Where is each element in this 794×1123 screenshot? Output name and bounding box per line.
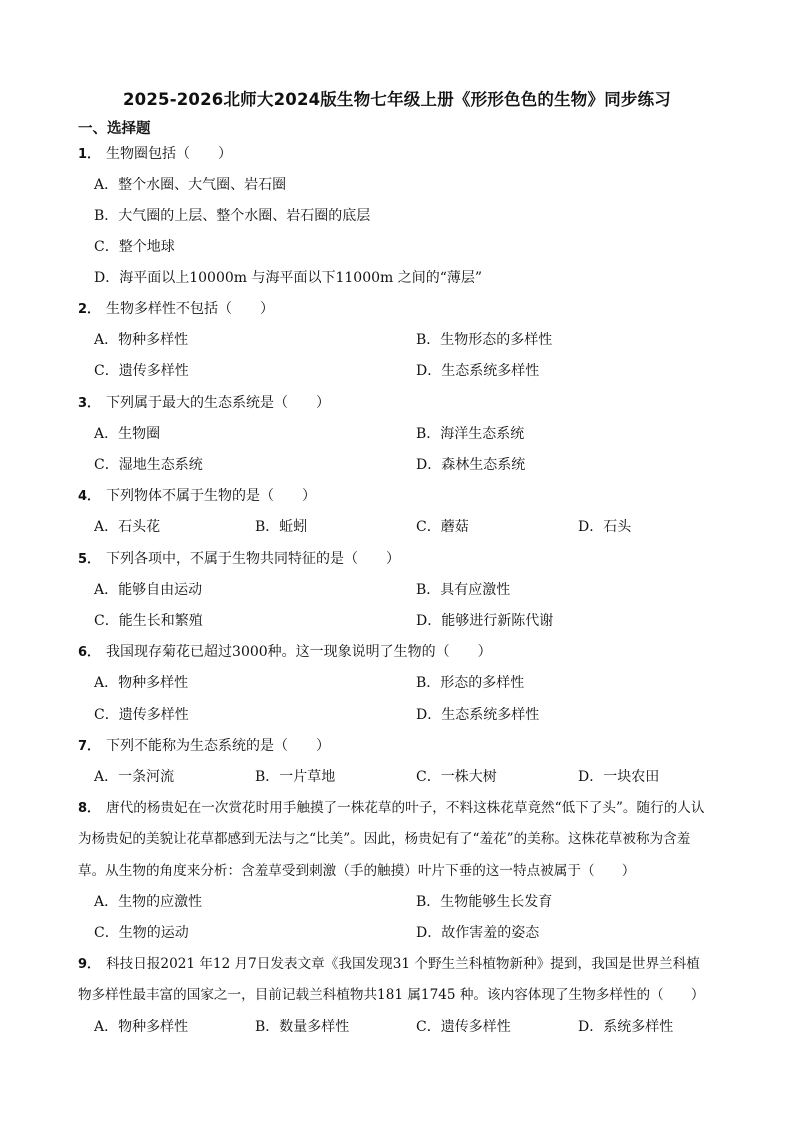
question-7 [78,737,330,756]
option-3c: C．湿地生态系统 [94,457,203,473]
option-6c: C．遗传多样性 [94,707,189,723]
question-number: 4． [78,489,101,504]
option-4c: C．蘑菇 [416,519,469,535]
question-number: 2． [78,302,101,317]
option-2a: A．物种多样性 [94,332,189,348]
option-1b: B．大气圈的上层、整个水圈、岩石圈的底层 [94,208,371,224]
option-2b: B．生物形态的多样性 [416,332,553,348]
option-1a: A．整个水圈、大气圈、岩石圈 [94,177,287,193]
option-5b: B．具有应激性 [416,582,511,598]
option-4a: A．石头花 [94,519,161,535]
option-6a: A．物种多样性 [94,675,189,691]
question-number: 5． [78,552,101,567]
option-8d: D．故作害羞的姿态 [416,925,540,941]
option-7a: A．一条河流 [94,769,175,785]
question-number: 1． [78,147,101,162]
option-6b: B．形态的多样性 [416,675,525,691]
question-number: 7． [78,739,101,754]
option-2c: C．遗传多样性 [94,363,189,379]
question-stem: 下列属于最大的生态系统是（ ） [106,395,331,411]
question-6 [78,643,492,662]
option-8a: A．生物的应激性 [94,894,203,910]
question-1 [78,145,232,164]
option-7c: C．一株大树 [416,769,497,785]
option-9d: D．系统多样性 [578,1019,674,1035]
question-stem: 生物圈包括（ ） [106,146,233,162]
question-stem: 生物多样性不包括（ ） [106,301,275,317]
question-5 [78,550,400,569]
option-8b: B．生物能够生长发育 [416,894,553,910]
option-6d: D．生态系统多样性 [416,707,540,723]
question-3 [78,394,330,413]
question-4 [78,487,316,506]
section-heading: 一、选择题 [78,121,151,137]
option-5c: C．能生长和繁殖 [94,613,203,629]
question-8 [78,799,704,818]
option-7b: B．一片草地 [255,769,336,785]
option-2d: D．生态系统多样性 [416,363,540,379]
question-stem: 下列物体不属于生物的是（ ） [106,488,317,504]
question-stem: 我国现存菊花已超过3000种。这一现象说明了生物的（ ） [106,644,492,660]
document-title: 2025-2026北师大2024版生物七年级上册《形形色色的生物》同步练习 [122,90,672,109]
question-number: 9． [78,957,101,972]
option-9a: A．物种多样性 [94,1019,189,1035]
option-1c: C．整个地球 [94,239,175,255]
option-8c: C．生物的运动 [94,925,189,941]
question-number: 3． [78,396,101,411]
option-4b: B．蚯蚓 [255,519,308,535]
question-8-stem-line-3: 草。从生物的角度来分析：含羞草受到刺激（手的触摸）叶片下垂的这一特点被属于（ ） [78,863,636,879]
option-3b: B．海洋生态系统 [416,426,525,442]
option-1d: D．海平面以上10000m 与海平面以下11000m 之间的“薄层” [94,270,483,286]
question-stem-line-1: 科技日报2021 年12 月7日发表文章《我国发现31 个野生兰科植物新种》提到，我国是世界兰科植 [106,956,700,972]
question-stem: 下列不能称为生态系统的是（ ） [106,738,331,754]
option-9b: B．数量多样性 [255,1019,350,1035]
question-stem: 下列各项中，不属于生物共同特征的是（ ） [106,551,401,567]
option-5d: D．能够进行新陈代谢 [416,613,554,629]
option-7d: D．一块农田 [578,769,660,785]
question-9-stem-line-2: 物多样性最丰富的国家之一，目前记载兰科植物共181 属1745 种。该内容体现了生物多样性的（ ） [78,987,705,1003]
question-number: 8． [78,801,101,816]
option-9c: C．遗传多样性 [416,1019,511,1035]
question-2 [78,300,274,319]
question-9 [78,955,700,974]
option-3a: A．生物圈 [94,426,161,442]
option-4d: D．石头 [578,519,632,535]
option-5a: A．能够自由运动 [94,582,203,598]
question-8-stem-line-2: 为杨贵妃的美貌让花草都感到无法与之“比美”。因此，杨贵妃有了“羞花”的美称。这株花草被称为含羞 [78,831,691,847]
option-3d: D．森林生态系统 [416,457,526,473]
question-number: 6． [78,645,101,660]
question-stem-line-1: 唐代的杨贵妃在一次赏花时用手触摸了一株花草的叶子，不料这株花草竟然“低下了头”。随行的人认 [106,800,705,816]
